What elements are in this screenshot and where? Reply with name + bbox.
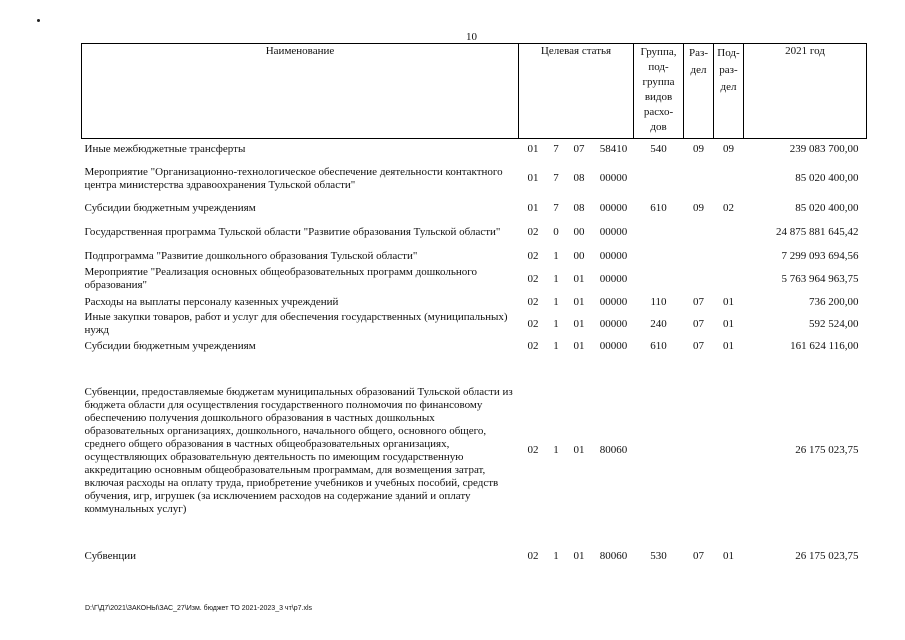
row-name: Мероприятие "Реализация основных общеобразовательных программ дошкольного образования" [84,266,477,291]
table-row [82,265,867,294]
subsection-code [714,248,744,265]
target-4: 00000 [599,340,628,352]
amount: 26 175 023,75 [795,550,859,562]
row-name: Мероприятие "Организационно-технологическое обеспечение деятельности контактного центра министерства здравоохранения Тульской области" [84,165,503,191]
row-name: Иные закупки товаров, работ и услуг для обеспечения государственных (муниципальных) нужд [84,311,508,336]
amount: 24 875 881 645,42 [776,226,859,238]
target-2: 7 [553,172,559,184]
header-target: Целевая статья [519,44,634,139]
table-row [82,218,867,248]
section-code [684,218,714,248]
target-4: 00000 [599,272,628,285]
table-row [82,356,867,546]
amount: 85 020 400,00 [795,202,859,214]
table-row [82,546,867,568]
row-name: Субвенции [84,550,137,562]
subsection-code: 01 [723,295,734,308]
group-code: 540 [650,142,667,155]
group-code [634,265,684,294]
section-code: 07 [693,340,704,352]
target-4: 00000 [599,295,628,308]
table-row [82,139,867,158]
row-name: Подпрограмма "Развитие дошкольного образования Тульской области" [84,249,418,262]
target-3: 01 [573,317,585,330]
subsection-code [714,356,744,546]
group-code [634,248,684,265]
file-path-footer: D:\Г\Д7\2021\ЗАКОНЫ\ЗАС_27\Изм. бюджет ТО 2021-2023_3 чт\р7.xls [85,605,313,612]
amount: 161 624 116,00 [790,340,859,352]
row-name: Субсидии бюджетным учреждениям [84,340,256,352]
subsection-code: 01 [723,340,734,352]
amount: 239 083 700,00 [789,142,859,155]
row-name: Субсидии бюджетным учреждениям [84,202,256,214]
target-1: 02 [527,444,539,456]
amount: 26 175 023,75 [795,444,859,456]
target-1: 01 [527,142,539,155]
subsection-code: 01 [723,550,734,562]
group-code [634,356,684,546]
group-code: 610 [650,340,667,352]
target-1: 02 [527,295,539,308]
target-2: 1 [553,550,559,562]
amount: 736 200,00 [809,295,859,308]
target-3: 08 [573,172,585,184]
subsection-code [714,218,744,248]
scan-dot [37,19,40,22]
target-2: 0 [553,226,559,238]
header-group: Группа, под-группа видов расхо-дов [634,44,684,139]
target-4: 80060 [599,550,628,562]
section-code: 07 [693,550,704,562]
target-1: 02 [527,340,539,352]
group-code: 530 [650,550,667,562]
target-2: 1 [553,249,559,262]
target-4: 00000 [599,172,628,184]
group-code: 110 [650,295,667,308]
section-code: 07 [693,295,704,308]
header-subsection: Под-раз-дел [714,44,744,139]
subsection-code: 01 [723,317,734,330]
header-section: Раз-дел [684,44,714,139]
target-4: 00000 [599,202,628,214]
subsection-code: 02 [723,202,734,214]
target-1: 02 [527,249,539,262]
target-4: 80060 [599,444,628,456]
target-1: 02 [527,272,539,285]
header-name: Наименование [82,44,519,139]
target-2: 1 [553,444,559,456]
subsection-code: 09 [723,142,734,155]
amount: 5 763 964 963,75 [781,272,859,285]
section-code: 07 [693,317,704,330]
target-2: 1 [553,295,559,308]
table-row [82,294,867,311]
group-code [634,218,684,248]
target-3: 08 [573,202,585,214]
section-code [684,356,714,546]
header-year: 2021 год [744,44,867,139]
section-code [684,158,714,200]
target-1: 01 [527,172,539,184]
target-3: 01 [573,272,585,285]
target-3: 01 [573,444,585,456]
row-name: Расходы на выплаты персоналу казенных учреждений [84,295,339,308]
amount: 592 524,00 [809,317,859,330]
table-row [82,200,867,218]
subsection-code [714,158,744,200]
target-1: 02 [527,226,539,238]
budget-table [81,43,867,568]
section-code: 09 [693,142,704,155]
target-3: 01 [573,550,585,562]
group-code: 610 [650,202,667,214]
section-code: 09 [693,202,704,214]
group-code: 240 [650,317,667,330]
target-2: 1 [553,317,559,330]
amount: 7 299 093 694,56 [781,249,859,262]
target-2: 7 [553,142,559,155]
target-2: 1 [553,272,559,285]
target-4: 00000 [599,226,628,238]
subsection-code [714,265,744,294]
table-row [82,248,867,265]
page-number: 10 [466,31,477,43]
target-4: 00000 [599,317,628,330]
target-3: 00 [573,249,585,262]
section-code [684,248,714,265]
row-name: Субвенции, предоставляемые бюджетам муниципальных образований Тульской области из бюджета области для осуществления государственного полномочия по финансовому обеспечению получения дошкольного образования в частных дошкольных образовательных организациях, дошкольного, начального общего, основного общего, среднего общего образования в частных общеобразовательных организациях, осуществляющих образовательную деятельность по имеющим государственную аккредитацию основным общеобразовательным программам, для возмещения затрат, включая расходы на оплату труда, приобретение учебников и учебных пособий, средств обучения, игр, игрушек (за исключением расходов на содержание зданий и оплату коммунальных услуг) [84,385,513,515]
target-2: 1 [553,340,559,352]
target-1: 02 [527,550,539,562]
group-code [634,158,684,200]
target-2: 7 [553,202,559,214]
table-row [82,338,867,356]
target-1: 01 [527,202,539,214]
target-3: 01 [573,295,585,308]
target-1: 02 [527,317,539,330]
section-code [684,265,714,294]
target-3: 01 [573,340,585,352]
target-4: 58410 [599,142,628,155]
table-row [82,158,867,200]
target-4: 00000 [599,249,628,262]
target-3: 07 [573,142,585,155]
target-3: 00 [573,226,585,238]
row-name: Государственная программа Тульской области "Развитие образования Тульской области" [84,226,501,238]
amount: 85 020 400,00 [795,172,859,184]
header-row [82,44,867,139]
table-row [82,311,867,338]
row-name: Иные межбюджетные трансферты [84,142,246,155]
